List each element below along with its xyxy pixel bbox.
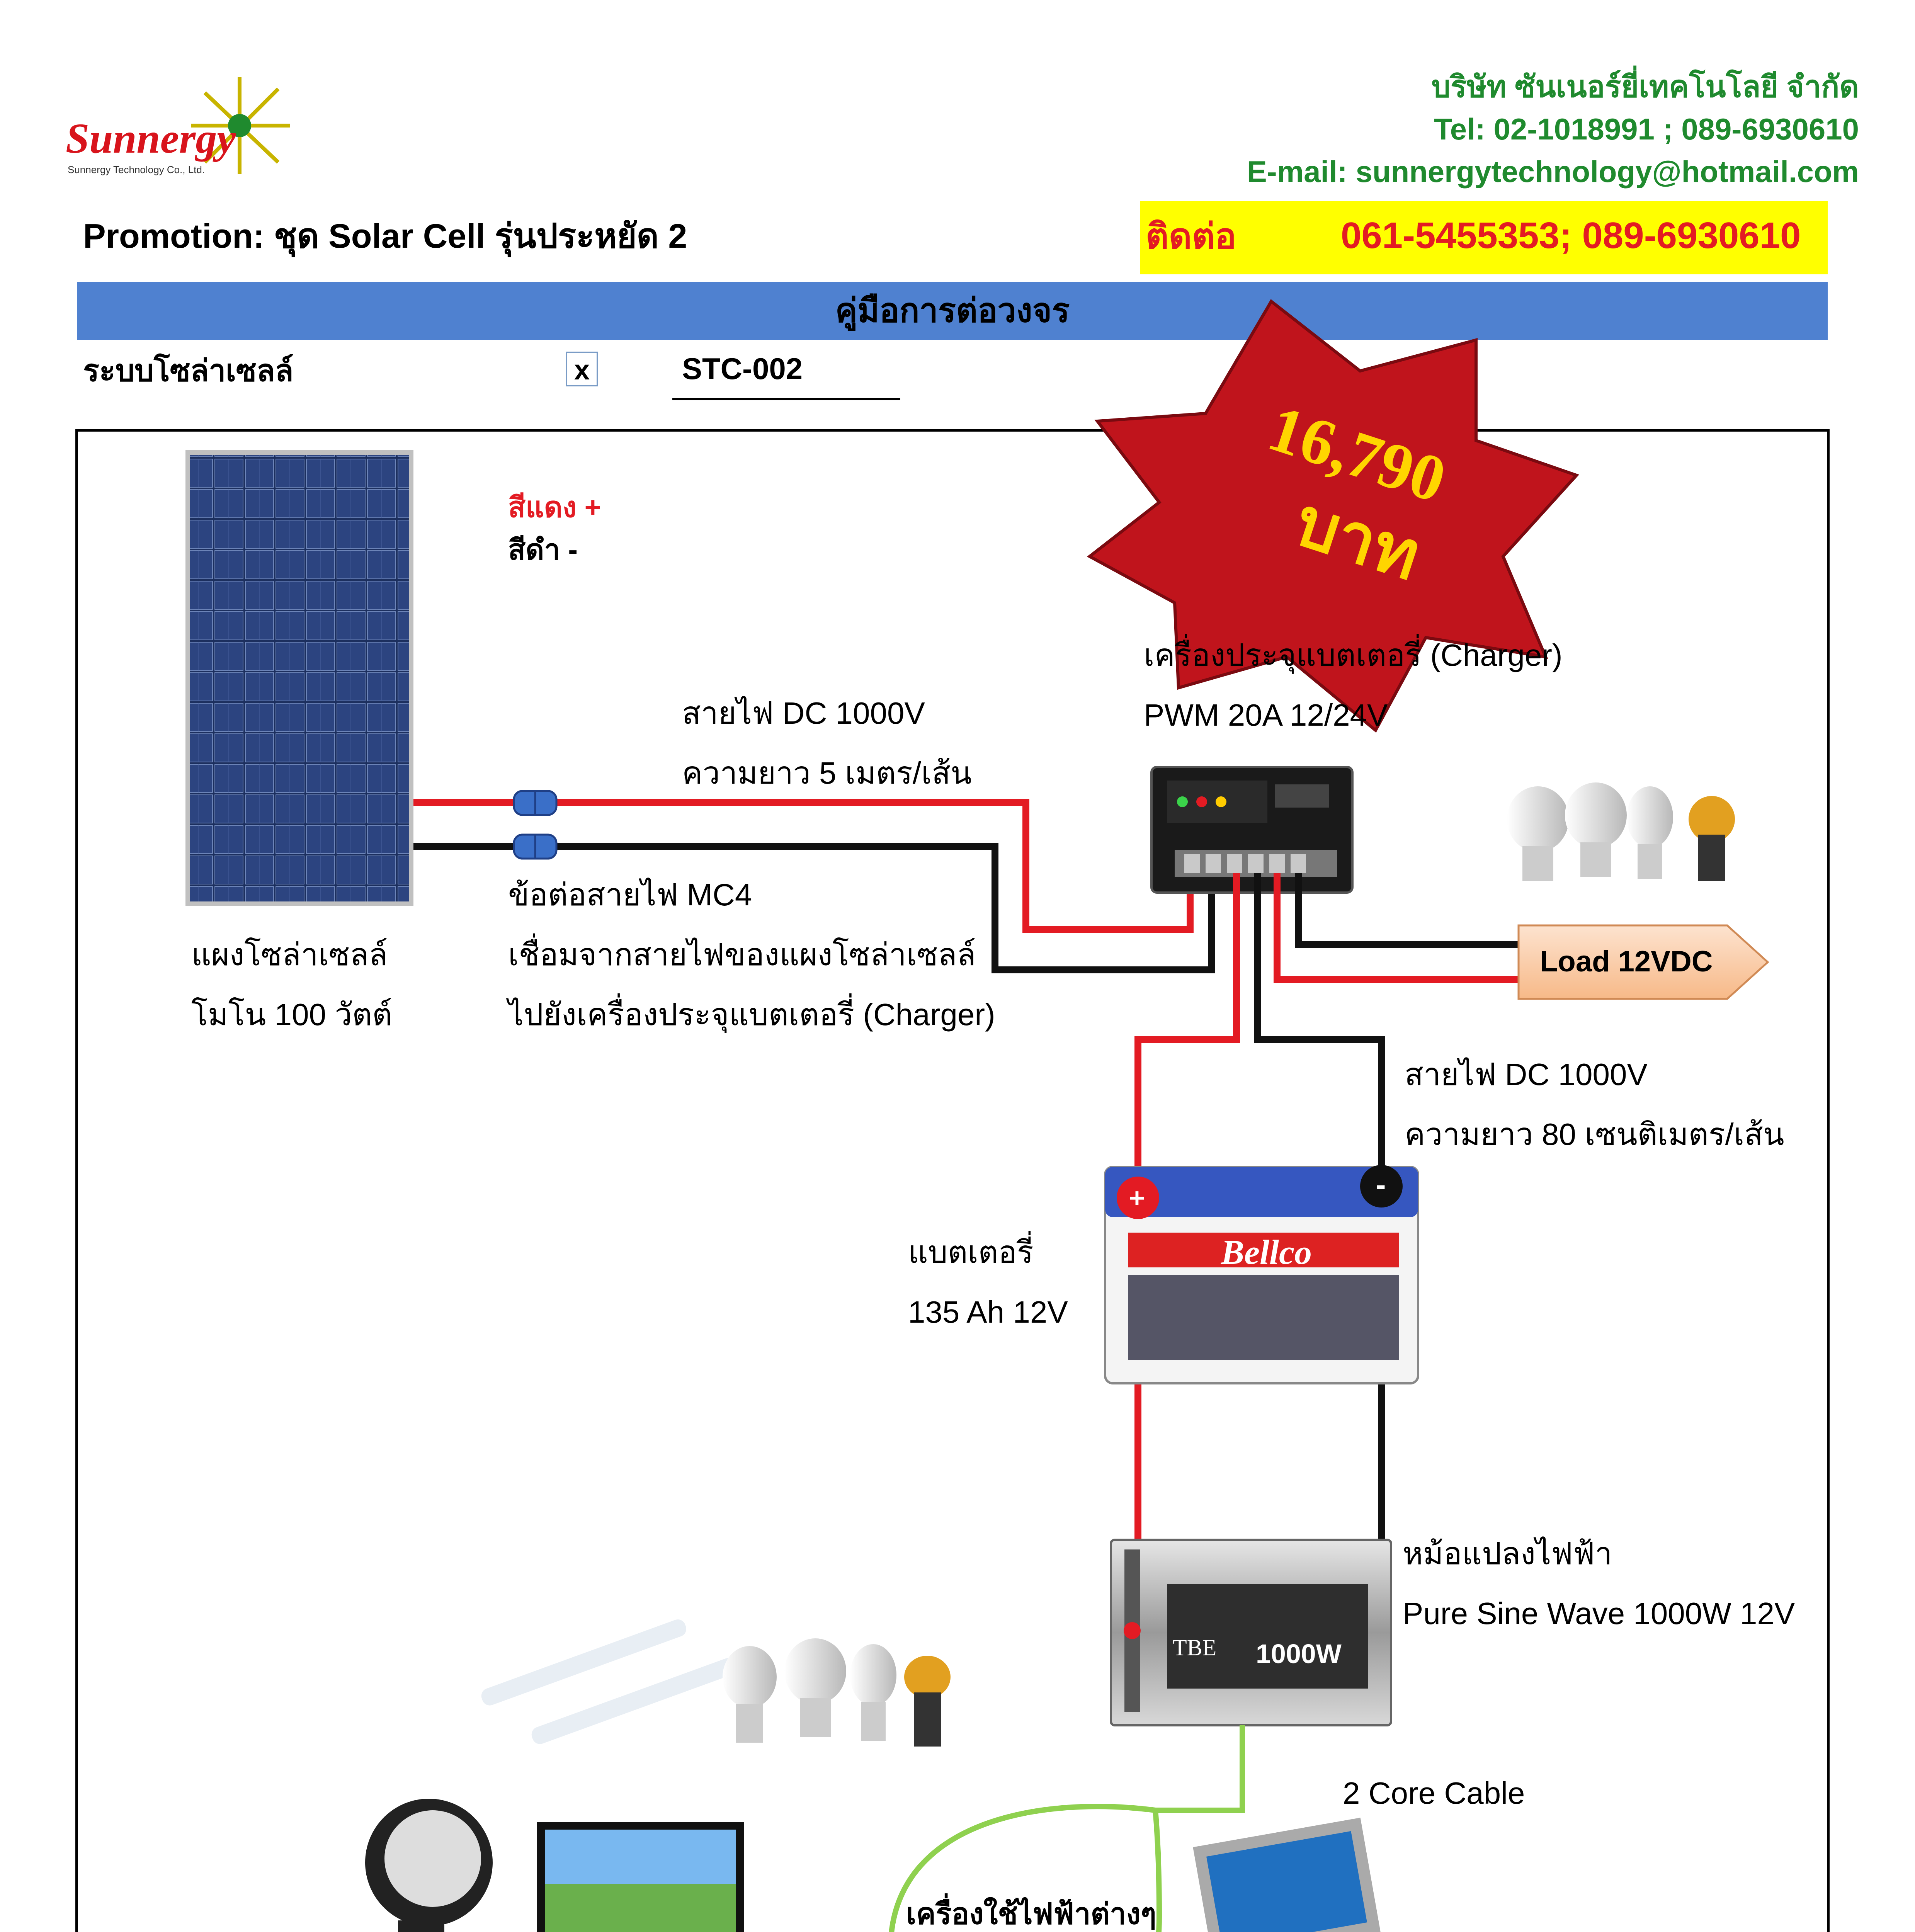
inverter-model: 1000W — [1256, 1639, 1342, 1669]
legend-black: สีดำ - — [508, 534, 578, 566]
contact-label: ติดต่อ — [1146, 217, 1236, 256]
contact-phones: 061-5455353; 089-6930610 — [1341, 215, 1801, 256]
price-unit: บาท — [1286, 484, 1429, 594]
charger-line2: PWM 20A 12/24V — [1144, 698, 1388, 732]
ac-cable-label: 2 Core Cable — [1343, 1776, 1525, 1810]
inverter-line1: หม้อแปลงไฟฟ้า — [1403, 1536, 1612, 1571]
system-label: ระบบโซล่าเซลล์ — [83, 354, 294, 388]
battery-brand: Bellco — [1221, 1233, 1312, 1272]
inverter-line2: Pure Sine Wave 1000W 12V — [1403, 1596, 1795, 1631]
battery-line1: แบตเตอรี่ — [908, 1235, 1034, 1269]
banner-title: คู่มือการต่อวงจร — [835, 292, 1070, 329]
panel-line2: โมโน 100 วัตต์ — [191, 997, 393, 1032]
batt-cable-line1: สายไฟ DC 1000V — [1405, 1057, 1648, 1092]
system-checkbox[interactable]: x — [566, 352, 598, 386]
logo-text: Sunnergy — [66, 115, 236, 162]
mc4-line1: ข้อต่อสายไฟ MC4 — [508, 878, 752, 912]
logo-subtext: Sunnergy Technology Co., Ltd. — [68, 164, 205, 175]
pv-cable-line1: สายไฟ DC 1000V — [682, 696, 925, 730]
batt-cable-line2: ความยาว 80 เซนติเมตร/เส้น — [1405, 1117, 1784, 1151]
price-amount: 16,790 — [1260, 391, 1454, 517]
battery-line2: 135 Ah 12V — [908, 1295, 1068, 1329]
mc4-line3: ไปยังเครื่องประจุแบตเตอรี่ (Charger) — [508, 997, 995, 1032]
battery-minus: - — [1376, 1167, 1386, 1202]
mc4-line2: เชื่อมจากสายไฟของแผงโซล่าเซลล์ — [508, 937, 976, 972]
battery-plus: + — [1129, 1183, 1145, 1213]
charger-line1: เครื่องประจุแบตเตอรี่ (Charger) — [1144, 638, 1563, 672]
promo-title: Promotion: ชุด Solar Cell รุ่นประหยัด 2 — [83, 217, 687, 255]
panel-line1: แผงโซล่าเซลล์ — [191, 937, 388, 972]
appliances-label: เครื่องใช้ไฟฟ้าต่างๆ — [906, 1898, 1156, 1930]
company-tel: Tel: 02-1018991 ; 089-6930610 — [1434, 112, 1859, 146]
model-code: STC-002 — [682, 352, 803, 386]
legend-red: สีแดง + — [508, 491, 601, 523]
pv-cable-line2: ความยาว 5 เมตร/เส้น — [682, 756, 972, 790]
load-label: Load 12VDC — [1540, 945, 1713, 978]
company-name: บริษัท ซันเนอร์ยี่เทคโนโลยี จำกัด — [1431, 70, 1859, 104]
inverter-brand: TBE — [1173, 1635, 1217, 1660]
company-email[interactable]: E-mail: sunnergytechnology@hotmail.com — [1247, 155, 1859, 189]
